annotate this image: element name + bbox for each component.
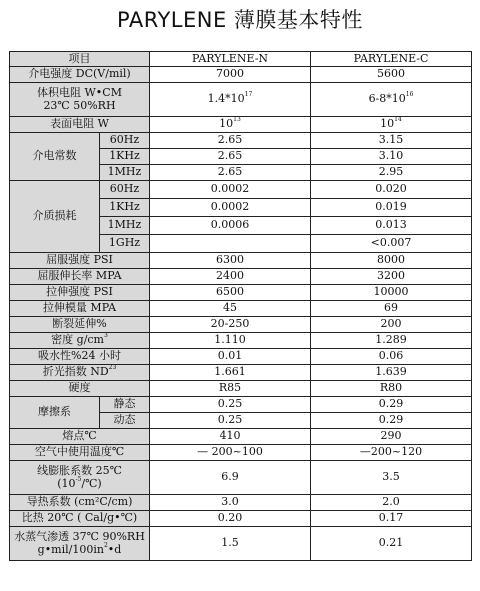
label-superscript: 3	[104, 332, 108, 340]
row-label	[10, 83, 150, 117]
value-c: 0.013	[311, 217, 472, 235]
value-n: 6300	[150, 253, 311, 269]
table-row	[10, 511, 472, 527]
value-c: —200~120	[311, 445, 472, 461]
value-n: 410	[150, 429, 311, 445]
value-c: 200	[311, 317, 472, 333]
value-c	[311, 117, 472, 133]
header-item: 项目	[10, 52, 150, 67]
value-c: 290	[311, 429, 472, 445]
value-exponent: 16	[405, 91, 414, 99]
value-n: 20-250	[150, 317, 311, 333]
table-row	[10, 67, 472, 83]
value-c: 0.020	[311, 181, 472, 199]
value-c: 1.639	[311, 365, 472, 381]
header-parylene-n: PARYLENE-N	[150, 52, 311, 67]
row-label-line: 水蒸气渗透 37℃ 90%RH	[14, 530, 145, 544]
label-text: (10	[57, 476, 76, 490]
label-superscript: 2	[103, 541, 108, 549]
row-label: 屈服伸长率 MPA	[10, 269, 150, 285]
frequency-label: 1KHz	[100, 199, 150, 217]
value-c: 3200	[311, 269, 472, 285]
value-exponent: 17	[244, 91, 253, 99]
value-c: 0.06	[311, 349, 472, 365]
row-label: 介电强度 DC(V/mil)	[10, 67, 150, 83]
friction-type-label: 动态	[100, 413, 150, 429]
properties-table	[9, 51, 472, 561]
value-c: 8000	[311, 253, 472, 269]
value-n: R85	[150, 381, 311, 397]
frequency-label: 60Hz	[100, 133, 150, 149]
table-row	[10, 527, 472, 561]
value-c: 3.5	[311, 461, 472, 495]
label-superscript: 23	[108, 364, 117, 372]
row-label: 比热 20℃ ( Cal/g•℃)	[10, 511, 150, 527]
value-n: 1.661	[150, 365, 311, 381]
frequency-label: 60Hz	[100, 181, 150, 199]
value-n: 2.65	[150, 149, 311, 165]
table-row	[10, 429, 472, 445]
value-c: 0.21	[311, 527, 472, 561]
friction-type-label: 静态	[100, 397, 150, 413]
row-label: 屈服强度 PSI	[10, 253, 150, 269]
row-label: 导热系数 (cm²C/cm)	[10, 495, 150, 511]
value-n: 0.0002	[150, 199, 311, 217]
page-title: PARYLENE 薄膜基本特性	[117, 8, 363, 32]
value-c: 10000	[311, 285, 472, 301]
value-n: 0.0006	[150, 217, 311, 235]
value-c: 5600	[311, 67, 472, 83]
row-label-line	[10, 541, 149, 556]
value-base: 6-8*10	[368, 92, 406, 106]
value-n: 6.9	[150, 461, 311, 495]
table-row	[10, 301, 472, 317]
value-c: 1.289	[311, 333, 472, 349]
table-row	[10, 117, 472, 133]
label-superscript: -5	[75, 475, 82, 483]
value-c: 0.29	[311, 413, 472, 429]
value-n: — 200~100	[150, 445, 311, 461]
value-n: 0.25	[150, 397, 311, 413]
table-row	[10, 253, 472, 269]
value-n	[150, 83, 311, 117]
value-exponent: 13	[233, 116, 241, 124]
table-row	[10, 285, 472, 301]
label-text: g•mil/100in	[37, 542, 104, 556]
value-c: R80	[311, 381, 472, 397]
row-label-line: 线膨胀系数 25℃	[37, 464, 122, 478]
label-text: •d	[107, 542, 122, 556]
row-label: 空气中使用温度℃	[10, 445, 150, 461]
table-row	[10, 445, 472, 461]
value-n: 7000	[150, 67, 311, 83]
table-row	[10, 365, 472, 381]
row-label-text: 密度 g/cm	[51, 333, 104, 347]
value-n: 6500	[150, 285, 311, 301]
row-label: 吸水性%24 小时	[10, 349, 150, 365]
value-n: 2.65	[150, 165, 311, 181]
value-c: 3.10	[311, 149, 472, 165]
value-c: 0.17	[311, 511, 472, 527]
frequency-label: 1GHz	[100, 235, 150, 253]
row-label-text: 折光指数 ND	[42, 365, 109, 379]
table-row	[10, 333, 472, 349]
value-c	[311, 83, 472, 117]
label-text: /℃)	[81, 476, 102, 490]
header-parylene-c: PARYLENE-C	[311, 52, 472, 67]
row-label-line	[10, 475, 149, 490]
value-n: 0.01	[150, 349, 311, 365]
table-row	[10, 397, 472, 413]
row-label: 断裂延伸%	[10, 317, 150, 333]
table-row	[10, 133, 472, 149]
row-label	[10, 365, 150, 381]
value-base: 1.4*10	[207, 92, 245, 106]
table-row	[10, 269, 472, 285]
row-label-line: 体积电阻 W•CM	[37, 86, 122, 100]
value-c: 0.29	[311, 397, 472, 413]
value-n: 0.25	[150, 413, 311, 429]
table-row	[10, 381, 472, 397]
value-c: 69	[311, 301, 472, 317]
value-exponent: 14	[394, 116, 402, 124]
value-c: 2.0	[311, 495, 472, 511]
value-c: 0.019	[311, 199, 472, 217]
value-n: 1.110	[150, 333, 311, 349]
row-label: 拉伸模量 MPA	[10, 301, 150, 317]
value-n	[150, 117, 311, 133]
row-group-label: 介质损耗	[10, 181, 100, 253]
value-c: 2.95	[311, 165, 472, 181]
frequency-label: 1MHz	[100, 165, 150, 181]
table-row	[10, 461, 472, 495]
value-n: 0.20	[150, 511, 311, 527]
value-n: 45	[150, 301, 311, 317]
row-label	[10, 333, 150, 349]
table-row	[10, 495, 472, 511]
table-row	[10, 349, 472, 365]
table-row	[10, 181, 472, 199]
value-n: 1.5	[150, 527, 311, 561]
row-group-label: 介电常数	[10, 133, 100, 181]
table-row	[10, 317, 472, 333]
table-header-row	[10, 52, 472, 67]
row-label	[10, 527, 150, 561]
frequency-label: 1KHz	[100, 149, 150, 165]
table-row	[10, 83, 472, 117]
row-label: 表面电阻 W	[10, 117, 150, 133]
row-group-label: 摩擦系	[10, 397, 100, 429]
value-c: <0.007	[311, 235, 472, 253]
frequency-label: 1MHz	[100, 217, 150, 235]
value-base: 10	[219, 117, 234, 131]
row-label: 拉伸强度 PSI	[10, 285, 150, 301]
value-c: 3.15	[311, 133, 472, 149]
value-n	[150, 235, 311, 253]
row-label-line: 23℃ 50%RH	[43, 98, 116, 112]
value-n: 2400	[150, 269, 311, 285]
value-n: 2.65	[150, 133, 311, 149]
value-n: 0.0002	[150, 181, 311, 199]
value-base: 10	[380, 117, 395, 131]
value-n: 3.0	[150, 495, 311, 511]
row-label: 熔点℃	[10, 429, 150, 445]
row-label	[10, 461, 150, 495]
row-label: 硬度	[10, 381, 150, 397]
